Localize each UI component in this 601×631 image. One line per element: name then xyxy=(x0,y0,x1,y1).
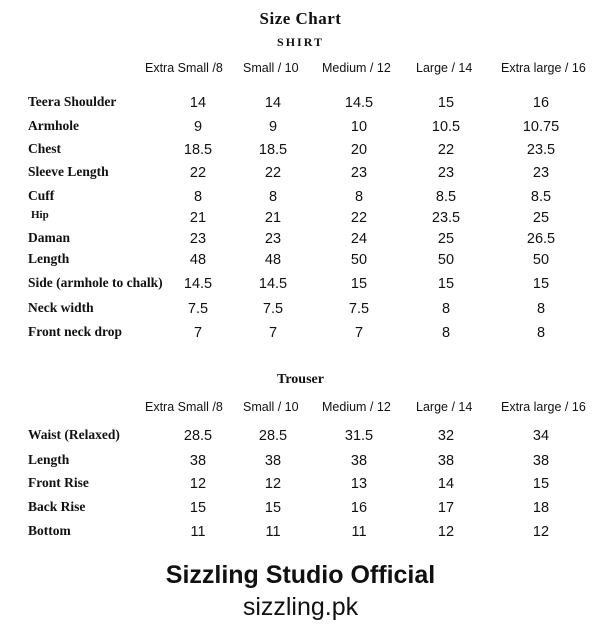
shirt-cell-value: 18.5 xyxy=(258,142,288,158)
trouser-row-label: Length xyxy=(28,452,70,467)
shirt-cell-value: 14.5 xyxy=(183,276,213,292)
shirt-column-header: Medium / 12 xyxy=(322,61,391,75)
shirt-cell-value: 23 xyxy=(189,231,207,247)
trouser-column-header: Extra large / 16 xyxy=(501,400,586,414)
trouser-cell-value: 16 xyxy=(350,500,368,516)
trouser-cell-value: 12 xyxy=(437,524,455,540)
trouser-column-header: Small / 10 xyxy=(243,400,299,414)
shirt-cell-value: 14 xyxy=(264,95,282,111)
trouser-cell-value: 12 xyxy=(189,476,207,492)
trouser-cell-value: 15 xyxy=(189,500,207,516)
trouser-column-header: Large / 14 xyxy=(416,400,473,414)
trouser-section-title: Trouser xyxy=(277,372,324,387)
trouser-cell-value: 34 xyxy=(532,428,550,444)
shirt-cell-value: 14 xyxy=(189,95,207,111)
trouser-cell-value: 38 xyxy=(437,453,455,469)
trouser-cell-value: 17 xyxy=(437,500,455,516)
shirt-cell-value: 25 xyxy=(437,231,455,247)
trouser-cell-value: 18 xyxy=(532,500,550,516)
shirt-row-label: Armhole xyxy=(28,118,79,133)
trouser-cell-value: 38 xyxy=(189,453,207,469)
trouser-cell-value: 15 xyxy=(532,476,550,492)
shirt-cell-value: 21 xyxy=(189,210,207,226)
shirt-cell-value: 23.5 xyxy=(431,210,461,226)
website-url: sizzling.pk xyxy=(242,593,359,621)
shirt-cell-value: 50 xyxy=(350,252,368,268)
shirt-cell-value: 24 xyxy=(350,231,368,247)
shirt-cell-value: 23 xyxy=(532,165,550,181)
shirt-cell-value: 25 xyxy=(532,210,550,226)
brand-name: Sizzling Studio Official xyxy=(165,561,436,589)
trouser-row-label: Bottom xyxy=(28,523,71,538)
shirt-row-label: Hip xyxy=(31,209,49,221)
shirt-cell-value: 15 xyxy=(532,276,550,292)
shirt-cell-value: 8 xyxy=(268,189,278,205)
shirt-cell-value: 22 xyxy=(264,165,282,181)
shirt-cell-value: 7.5 xyxy=(187,301,209,317)
shirt-row-label: Side (armhole to chalk) xyxy=(28,275,163,290)
shirt-column-header: Extra Small /8 xyxy=(145,61,223,75)
trouser-cell-value: 11 xyxy=(190,524,206,540)
shirt-cell-value: 15 xyxy=(437,276,455,292)
shirt-cell-value: 48 xyxy=(264,252,282,268)
trouser-cell-value: 31.5 xyxy=(344,428,374,444)
shirt-cell-value: 8 xyxy=(441,301,451,317)
shirt-cell-value: 8.5 xyxy=(435,189,457,205)
trouser-cell-value: 28.5 xyxy=(183,428,213,444)
shirt-cell-value: 22 xyxy=(437,142,455,158)
shirt-cell-value: 23 xyxy=(350,165,368,181)
shirt-cell-value: 7.5 xyxy=(262,301,284,317)
shirt-cell-value: 8 xyxy=(536,325,546,341)
shirt-cell-value: 9 xyxy=(193,119,203,135)
shirt-cell-value: 20 xyxy=(350,142,368,158)
trouser-cell-value: 15 xyxy=(264,500,282,516)
shirt-cell-value: 8 xyxy=(354,189,364,205)
shirt-row-label: Cuff xyxy=(28,188,55,203)
shirt-cell-value: 7 xyxy=(193,325,203,341)
shirt-row-label: Sleeve Length xyxy=(28,164,109,179)
trouser-column-header: Medium / 12 xyxy=(322,400,391,414)
shirt-cell-value: 7.5 xyxy=(348,301,370,317)
page-title: Size Chart xyxy=(259,9,342,28)
shirt-cell-value: 22 xyxy=(189,165,207,181)
shirt-cell-value: 8.5 xyxy=(530,189,552,205)
shirt-cell-value: 10.75 xyxy=(522,119,560,135)
shirt-row-label: Chest xyxy=(28,141,61,156)
trouser-cell-value: 14 xyxy=(437,476,455,492)
shirt-row-label: Neck width xyxy=(28,300,94,315)
trouser-cell-value: 32 xyxy=(437,428,455,444)
trouser-cell-value: 11 xyxy=(351,524,367,540)
shirt-cell-value: 7 xyxy=(354,325,364,341)
shirt-cell-value: 23 xyxy=(437,165,455,181)
shirt-cell-value: 48 xyxy=(189,252,207,268)
trouser-row-label: Front Rise xyxy=(28,475,89,490)
trouser-cell-value: 12 xyxy=(264,476,282,492)
shirt-cell-value: 7 xyxy=(268,325,278,341)
shirt-column-header: Extra large / 16 xyxy=(501,61,586,75)
shirt-cell-value: 9 xyxy=(268,119,278,135)
shirt-cell-value: 16 xyxy=(532,95,550,111)
trouser-row-label: Back Rise xyxy=(28,499,86,514)
trouser-cell-value: 12 xyxy=(532,524,550,540)
shirt-cell-value: 50 xyxy=(437,252,455,268)
shirt-cell-value: 23 xyxy=(264,231,282,247)
trouser-cell-value: 13 xyxy=(350,476,368,492)
shirt-cell-value: 10.5 xyxy=(431,119,461,135)
shirt-section-title: SHIRT xyxy=(277,35,324,49)
shirt-cell-value: 26.5 xyxy=(526,231,556,247)
shirt-cell-value: 18.5 xyxy=(183,142,213,158)
shirt-row-label: Front neck drop xyxy=(28,324,123,339)
shirt-cell-value: 14.5 xyxy=(344,95,374,111)
trouser-cell-value: 38 xyxy=(350,453,368,469)
shirt-cell-value: 14.5 xyxy=(258,276,288,292)
shirt-cell-value: 21 xyxy=(264,210,282,226)
shirt-cell-value: 8 xyxy=(193,189,203,205)
shirt-cell-value: 15 xyxy=(437,95,455,111)
trouser-row-label: Waist (Relaxed) xyxy=(28,427,120,442)
trouser-cell-value: 28.5 xyxy=(258,428,288,444)
trouser-column-header: Extra Small /8 xyxy=(145,400,223,414)
trouser-cell-value: 38 xyxy=(264,453,282,469)
shirt-cell-value: 23.5 xyxy=(526,142,556,158)
shirt-column-header: Large / 14 xyxy=(416,61,473,75)
shirt-row-label: Teera Shoulder xyxy=(28,94,117,109)
shirt-cell-value: 22 xyxy=(350,210,368,226)
shirt-cell-value: 50 xyxy=(532,252,550,268)
shirt-column-header: Small / 10 xyxy=(243,61,299,75)
trouser-cell-value: 38 xyxy=(532,453,550,469)
shirt-cell-value: 8 xyxy=(536,301,546,317)
trouser-cell-value: 11 xyxy=(265,524,281,540)
shirt-cell-value: 15 xyxy=(350,276,368,292)
shirt-row-label: Daman xyxy=(28,230,71,245)
shirt-cell-value: 8 xyxy=(441,325,451,341)
shirt-cell-value: 10 xyxy=(350,119,368,135)
shirt-row-label: Length xyxy=(28,251,70,266)
